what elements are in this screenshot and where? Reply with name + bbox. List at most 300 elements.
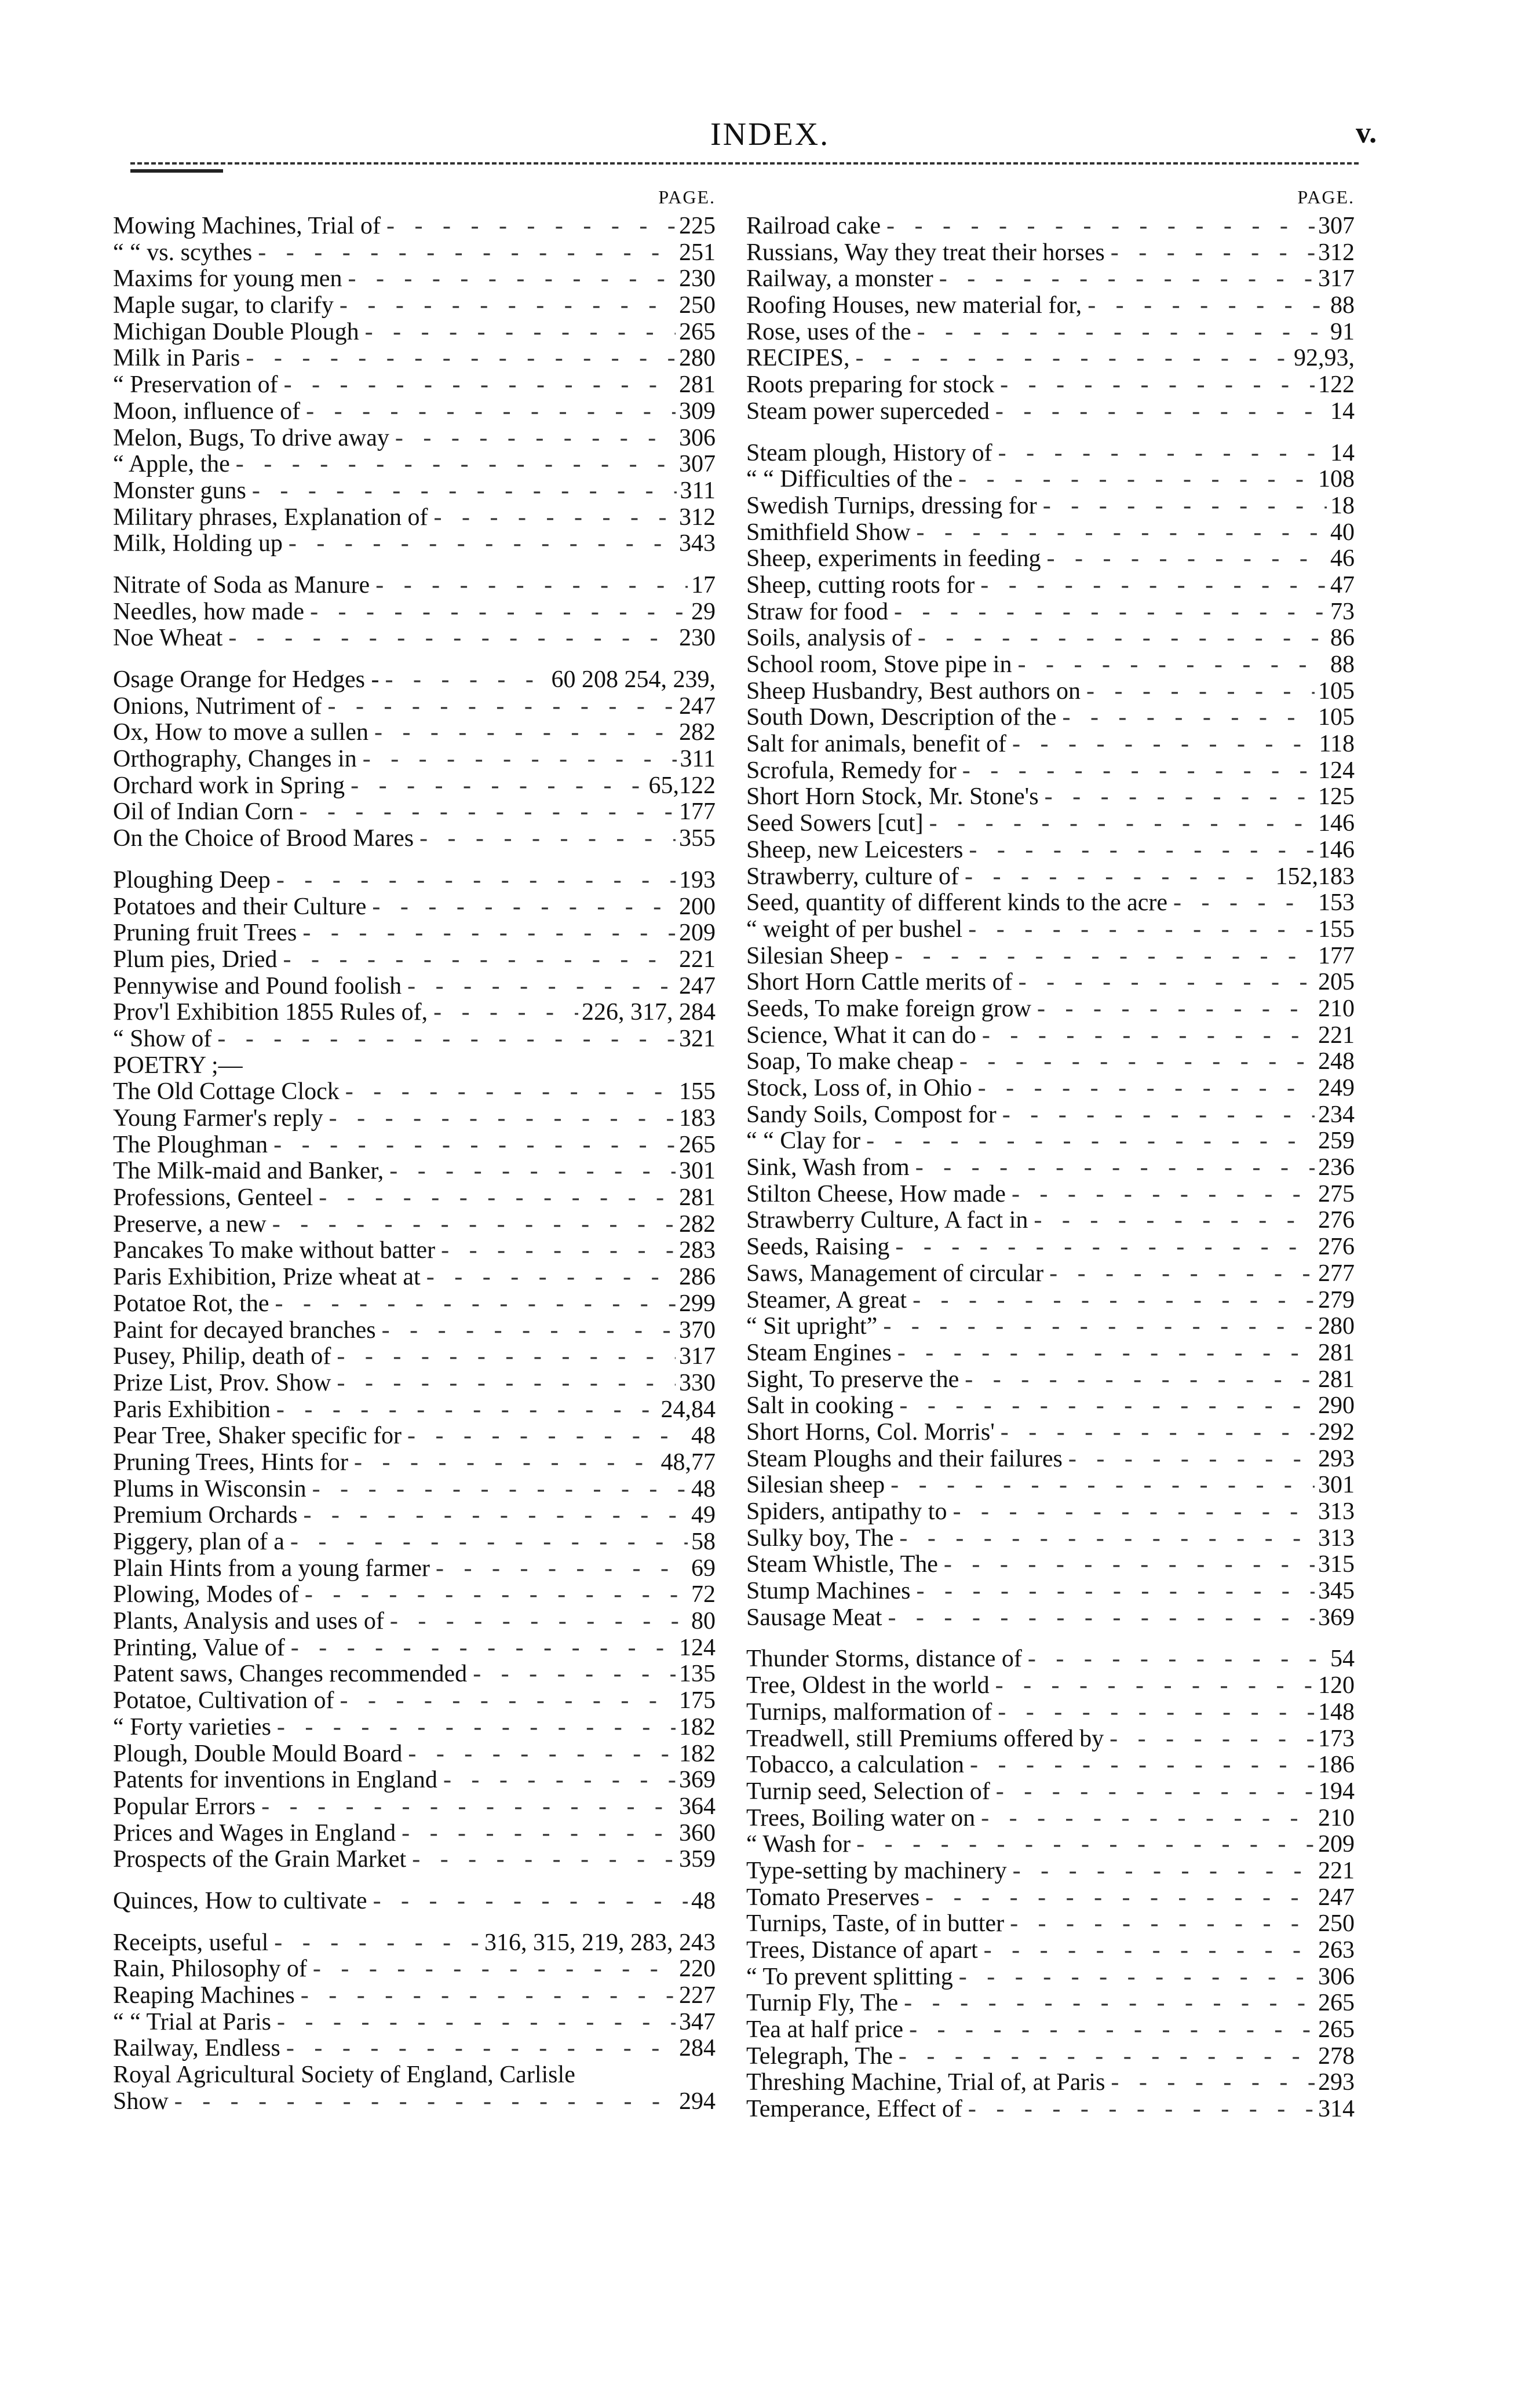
dot-leader (297, 920, 676, 947)
section-gap (113, 652, 716, 667)
index-entry-page: 330 (679, 1369, 716, 1396)
dot-leader (271, 2009, 676, 2036)
index-entry (746, 440, 1355, 467)
index-entry-page: 24,84 (660, 1396, 716, 1423)
dot-leader (910, 1578, 1315, 1605)
index-entry-page: 283 (679, 1237, 716, 1264)
index-entry-label: Onions, Nutriment of (113, 692, 322, 720)
index-entry (113, 1423, 716, 1450)
index-entry (113, 1397, 716, 1424)
index-entry-page: 18 (1330, 492, 1355, 519)
index-entry-label: Osage Orange for Hedges - (113, 666, 379, 693)
index-entry (113, 973, 716, 1000)
index-entry-label: Needles, how made (113, 598, 305, 625)
index-entry (113, 1026, 716, 1053)
index-entry (746, 1049, 1355, 1075)
index-entry-label: Steam plough, History of (746, 439, 992, 466)
index-entry (113, 720, 716, 746)
index-entry (113, 425, 716, 452)
index-entry-label: Show (113, 2088, 169, 2115)
index-entry (746, 890, 1355, 917)
index-entry-label: Sheep Husbandry, Best authors on (746, 677, 1081, 705)
dot-leader (285, 1635, 676, 1662)
index-entry (113, 2062, 716, 2089)
index-entry-page: 299 (679, 1290, 716, 1317)
index-entry (113, 478, 716, 505)
index-entry-page: 118 (1319, 731, 1355, 758)
index-entry (113, 1105, 716, 1132)
index-entry-page: 301 (1318, 1472, 1355, 1499)
page-column-heading (746, 184, 1355, 213)
index-entry-label: Steam Whistle, The (746, 1551, 938, 1578)
dot-leader (954, 1049, 1315, 1075)
index-entry (113, 1370, 716, 1397)
index-entry-label: Quinces, How to cultivate (113, 1887, 367, 1914)
index-entry-page: 14 (1330, 439, 1355, 466)
dot-leader (268, 1132, 676, 1159)
dot-leader (271, 867, 676, 894)
index-entry-page: 234 (1318, 1101, 1355, 1128)
index-entry-page: 29 (691, 598, 716, 625)
dot-leader (1037, 493, 1327, 520)
index-entry-label: Silesian sheep (746, 1472, 885, 1499)
dot-leader (881, 213, 1315, 240)
index-entry (746, 1779, 1355, 1805)
index-entry-label: Straw for food (746, 598, 888, 625)
index-entry-page: 277 (1318, 1260, 1355, 1287)
index-entry (113, 531, 716, 557)
index-entry-page: 80 (691, 1608, 716, 1635)
dot-leader (1056, 705, 1315, 731)
dot-leader (1039, 784, 1315, 811)
index-entry-label: Seed Sowers [cut] (746, 810, 924, 837)
dot-leader (994, 372, 1315, 399)
index-entry-page: 153 (1318, 889, 1355, 917)
index-entry-page: 124 (1318, 757, 1355, 784)
index-entry (113, 1079, 716, 1105)
index-entry-page: 135 (679, 1661, 716, 1688)
index-entry-page: 69 (691, 1555, 716, 1582)
index-entry-page: 124 (679, 1634, 716, 1661)
index-entry-page: 48 (691, 1422, 716, 1450)
dot-leader (384, 1608, 688, 1635)
index-entry-label: Seeds, Raising (746, 1234, 890, 1261)
dot-leader (307, 1956, 676, 1983)
dot-leader (1004, 1911, 1315, 1937)
index-entry-label: Ploughing Deep (113, 866, 271, 893)
dot-leader (334, 293, 676, 319)
index-entry (746, 2070, 1355, 2096)
index-entry-page: 312 (679, 503, 716, 531)
index-entry-list (746, 213, 1355, 2123)
dot-leader (402, 1423, 688, 1450)
dot-leader (306, 1476, 688, 1503)
index-entry-page: 88 (1330, 651, 1355, 678)
index-entry (113, 1053, 716, 1079)
index-entry-label: Temperance, Effect of (746, 2096, 962, 2123)
index-entry (746, 1393, 1355, 1420)
index-entry (746, 784, 1355, 811)
dot-leader (348, 1450, 657, 1476)
index-entry-page: 307 (1318, 213, 1355, 239)
page-column-heading-text: PAGE. (1297, 187, 1355, 207)
index-entry-label: Thunder Storms, distance of (746, 1645, 1022, 1673)
dot-leader (271, 1397, 658, 1424)
dot-leader (975, 572, 1327, 599)
index-entry (746, 917, 1355, 943)
dot-leader (997, 1102, 1315, 1129)
index-entry (113, 505, 716, 531)
index-entry-page: 263 (1318, 1937, 1355, 1964)
index-entry-page: 317 (679, 1343, 716, 1370)
dot-leader (1081, 678, 1315, 705)
index-entry-page: 311 (680, 477, 716, 504)
index-entry-page: 290 (1318, 1392, 1355, 1420)
dot-leader (389, 425, 676, 452)
dot-leader (850, 345, 1290, 372)
index-entry (113, 213, 716, 240)
index-entry-label: Pennywise and Pound foolish (113, 972, 402, 999)
index-column-left (113, 184, 716, 2115)
index-entry (113, 1264, 716, 1291)
index-entry (746, 345, 1355, 372)
index-entry (746, 1023, 1355, 1049)
index-entry (746, 372, 1355, 399)
index-entry-page: 209 (1318, 1831, 1355, 1858)
index-entry-page: 343 (679, 530, 716, 557)
index-entry-page: 281 (679, 1184, 716, 1212)
dot-leader (947, 1499, 1315, 1526)
dot-leader (283, 531, 676, 557)
index-entry-label: “ Show of (113, 1025, 212, 1052)
index-entry-page: 146 (1318, 810, 1355, 837)
index-entry-label: Tea at half price (746, 2016, 904, 2044)
dot-leader (345, 773, 645, 800)
index-entry-page: 359 (679, 1846, 716, 1873)
dot-leader (1031, 996, 1315, 1023)
index-entry (113, 826, 716, 852)
index-entry-list (113, 213, 716, 2115)
index-entry-label: Short Horns, Col. Morris' (746, 1418, 995, 1446)
dot-leader (402, 973, 676, 1000)
index-entry-label: Treadwell, still Premiums offered by (746, 1725, 1104, 1752)
dot-leader (367, 1888, 688, 1915)
index-entry (746, 811, 1355, 837)
section-gap (746, 425, 1355, 440)
dot-leader (222, 625, 676, 652)
index-entry-label: “ “ vs. scythes (113, 239, 253, 266)
index-entry (746, 625, 1355, 652)
index-entry-page: 152,183 (1275, 863, 1355, 890)
index-entry (113, 1956, 716, 1983)
index-entry (113, 999, 716, 1026)
index-entry-page: 86 (1330, 625, 1355, 652)
index-entry (746, 1805, 1355, 1832)
index-entry-label: Steam Ploughs and their failures (746, 1445, 1063, 1472)
dot-leader (1104, 1726, 1315, 1753)
index-entry-page: 282 (679, 1210, 716, 1238)
index-entry (746, 1578, 1355, 1605)
dot-leader (992, 440, 1327, 467)
index-entry-page: 17 (691, 571, 716, 599)
index-entry (746, 1181, 1355, 1208)
index-entry (113, 920, 716, 947)
index-entry-label: RECIPES, (746, 345, 850, 372)
index-entry (113, 1983, 716, 2009)
dot-leader (892, 1340, 1315, 1367)
index-entry (113, 2035, 716, 2062)
index-entry (746, 1287, 1355, 1314)
index-entry-label: Scrofula, Remedy for (746, 757, 957, 784)
index-entry-page: 265 (1318, 1990, 1355, 2017)
index-entry-page: 306 (679, 424, 716, 451)
index-entry-label: Tree, Oldest in the world (746, 1672, 990, 1699)
index-entry (746, 599, 1355, 626)
index-entry (113, 867, 716, 894)
index-entry (113, 947, 716, 973)
index-entry-label: Moon, influence of (113, 397, 301, 425)
index-entry-label: Piggery, plan of a (113, 1528, 284, 1555)
dot-leader (300, 399, 676, 425)
index-entry-page: 280 (679, 345, 716, 372)
index-entry-label: Prospects of the Grain Market (113, 1846, 407, 1873)
index-entry (746, 758, 1355, 784)
index-entry (113, 773, 716, 800)
index-entry-label: Trees, Distance of apart (746, 1937, 978, 1964)
dot-leader (959, 1367, 1315, 1393)
dot-leader (893, 1393, 1315, 1420)
index-entry-page: 360 (679, 1819, 716, 1847)
index-entry (113, 345, 716, 372)
index-entry (746, 1155, 1355, 1181)
index-entry (746, 1207, 1355, 1234)
dot-leader (1006, 731, 1316, 758)
index-entry (746, 2017, 1355, 2044)
section-gap (113, 852, 716, 867)
dot-leader (323, 1105, 676, 1132)
dot-leader (267, 1212, 676, 1238)
dot-leader (230, 451, 676, 478)
index-entry (746, 1885, 1355, 1911)
index-entry (746, 1699, 1355, 1726)
index-entry-page: 125 (1318, 783, 1355, 811)
index-entry-page: 230 (679, 625, 716, 652)
index-entry-label: Melon, Bugs, To drive away (113, 424, 389, 451)
index-entry-label: Maple sugar, to clarify (113, 292, 334, 319)
index-column-right (746, 184, 1355, 2123)
index-entry (113, 1714, 716, 1741)
index-entry-label: Sheep, cutting roots for (746, 571, 975, 599)
index-entry (746, 1102, 1355, 1129)
index-entry-page: 73 (1330, 598, 1355, 625)
index-entry-label: Mowing Machines, Trial of (113, 213, 381, 239)
index-entry-page: 292 (1318, 1418, 1355, 1446)
index-entry (113, 319, 716, 346)
index-entry (113, 894, 716, 921)
index-entry (746, 1964, 1355, 1991)
index-entry-page: 48 (691, 1475, 716, 1502)
dot-leader (379, 667, 548, 694)
dot-leader (269, 1291, 676, 1318)
dot-leader (357, 746, 677, 773)
index-entry (746, 546, 1355, 572)
dot-leader (889, 943, 1315, 970)
index-entry-label: Potatoe Rot, the (113, 1290, 269, 1317)
index-entry-label: Rose, uses of the (746, 318, 911, 345)
index-entry-label: Swedish Turnips, dressing for (746, 492, 1037, 519)
index-entry-label: Maxims for young men (113, 265, 342, 293)
index-entry-page: 210 (1318, 1804, 1355, 1831)
index-entry (746, 1340, 1355, 1367)
dot-leader (381, 213, 676, 240)
dot-leader (992, 1699, 1315, 1726)
index-entry-label: Seed, quantity of different kinds to the acre (746, 889, 1168, 917)
index-entry-label: Pruning Trees, Hints for (113, 1448, 349, 1476)
index-entry (113, 2089, 716, 2115)
dot-leader (342, 266, 676, 293)
index-entry-page: 293 (1318, 2069, 1355, 2096)
index-entry-page: 247 (1318, 1884, 1355, 1911)
index-entry-page: 105 (1318, 704, 1355, 731)
index-entry (113, 1847, 716, 1873)
dot-leader (963, 837, 1315, 864)
index-entry-label: Roofing Houses, new material for, (746, 292, 1082, 319)
index-entry (113, 1238, 716, 1264)
index-entry-label: Prize List, Prov. Show (113, 1369, 331, 1396)
index-entry-page: 265 (679, 318, 716, 345)
index-entry (113, 451, 716, 478)
index-entry-page: 221 (1318, 1857, 1355, 1884)
dot-leader (280, 2035, 676, 2062)
dot-leader (271, 1714, 676, 1741)
dot-leader (278, 372, 676, 399)
index-entry-label: Silesian Sheep (746, 942, 889, 969)
index-entry (113, 1450, 716, 1476)
dot-leader (964, 1752, 1315, 1779)
index-entry (113, 240, 716, 267)
dot-leader (877, 1313, 1315, 1340)
index-entry-page: 225 (679, 213, 716, 239)
index-entry-label: Noe Wheat (113, 625, 223, 652)
index-entry (746, 240, 1355, 267)
index-entry-page: 105 (1318, 677, 1355, 705)
index-entry-label: “ To prevent splitting (746, 1963, 953, 1990)
index-entry (113, 1291, 716, 1318)
index-entry-page: 247 (679, 692, 716, 720)
index-entry (746, 319, 1355, 346)
index-entry-page: 148 (1318, 1698, 1355, 1725)
index-entry (113, 1132, 716, 1159)
index-entry (113, 1741, 716, 1768)
index-entry-page: 230 (679, 265, 716, 293)
dot-leader (268, 1930, 481, 1957)
index-entry-label: Trees, Boiling water on (746, 1804, 976, 1831)
dot-leader (295, 1983, 676, 2009)
index-entry-label: The Ploughman (113, 1131, 268, 1158)
index-entry (113, 1930, 716, 1957)
header-rule-accent (130, 169, 223, 173)
index-entry-label: Sight, To preserve the (746, 1366, 959, 1393)
index-entry (746, 1552, 1355, 1578)
index-entry (113, 2009, 716, 2036)
dot-leader (396, 1820, 676, 1847)
index-entry-page: 186 (1318, 1752, 1355, 1779)
index-entry-label: Stump Machines (746, 1578, 911, 1605)
index-entry-page: 369 (1318, 1604, 1355, 1631)
dot-leader (972, 1075, 1315, 1102)
dot-leader (256, 1794, 676, 1820)
index-entry-page: 347 (679, 2008, 716, 2035)
index-entry-page: 250 (679, 292, 716, 319)
index-entry (746, 1526, 1355, 1552)
index-entry-label: Paris Exhibition (113, 1396, 271, 1423)
dot-leader (368, 720, 676, 746)
index-entry-page: 313 (1318, 1524, 1355, 1552)
index-entry-page: 251 (679, 239, 716, 266)
index-entry (746, 1367, 1355, 1393)
index-entry-label: Sandy Soils, Compost for (746, 1101, 997, 1128)
index-entry-label: Paint for decayed branches (113, 1316, 376, 1344)
index-entry (746, 1472, 1355, 1499)
index-entry-page: 355 (679, 825, 716, 852)
index-entry-label: Young Farmer's reply (113, 1105, 323, 1132)
dot-leader (910, 1155, 1315, 1181)
index-entry-label: “ Apple, the (113, 451, 230, 478)
index-entry-label: Pruning fruit Trees (113, 919, 297, 947)
index-entry-label: Royal Agricultural Society of England, Carlisle (113, 2061, 575, 2089)
index-entry (113, 667, 716, 694)
index-entry-label: Tobacco, a calculation (746, 1752, 965, 1779)
index-entry (746, 1420, 1355, 1446)
index-entry-label: Turnip seed, Selection of (746, 1778, 990, 1805)
dot-leader (957, 758, 1315, 784)
index-entry-page: 205 (1318, 969, 1355, 996)
dot-leader (1105, 240, 1315, 267)
dot-leader (384, 1158, 676, 1185)
section-gap (113, 1915, 716, 1930)
dot-leader (246, 478, 677, 505)
index-entry-label: Strawberry, culture of (746, 863, 959, 890)
section-gap (113, 557, 716, 572)
index-entry (113, 625, 716, 652)
index-entry-label: Popular Errors (113, 1793, 256, 1820)
index-entry-page: 177 (679, 798, 716, 826)
index-entry-label: Strawberry Culture, A fact in (746, 1207, 1028, 1234)
dot-leader (437, 1767, 676, 1794)
dot-leader (428, 999, 578, 1026)
index-entry (113, 293, 716, 319)
index-entry-label: Salt for animals, benefit of (746, 731, 1007, 758)
dot-leader (898, 1990, 1315, 2017)
dot-leader (1043, 1261, 1315, 1287)
index-entry-page: 221 (1318, 1021, 1355, 1049)
index-entry-page: 221 (679, 946, 716, 973)
index-entry-label: Orthography, Changes in (113, 746, 357, 773)
dot-leader (1007, 1858, 1315, 1885)
index-entry (746, 266, 1355, 293)
index-entry-page: 282 (679, 719, 716, 746)
index-entry-page: 146 (1318, 836, 1355, 863)
page-column-heading-text: PAGE. (658, 187, 716, 207)
index-entry-page: 301 (679, 1158, 716, 1185)
dot-leader (1105, 2070, 1315, 2096)
index-entry-page: 65,122 (648, 772, 716, 799)
index-entry-label: Seeds, To make foreign grow (746, 995, 1032, 1022)
dot-leader (211, 1026, 676, 1053)
index-entry-page: 193 (679, 866, 716, 893)
dot-leader (953, 1964, 1315, 1991)
index-entry-page: 48 (691, 1887, 716, 1914)
